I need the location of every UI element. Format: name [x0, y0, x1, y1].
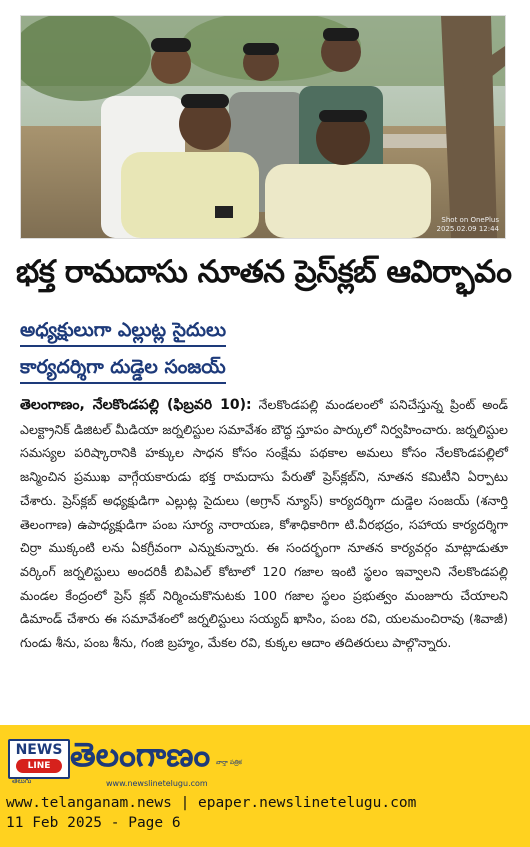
dateline: తెలంగాణం, నేలకొండపల్లి (ఫిబ్రవరి 10): — [20, 397, 252, 413]
headline: భక్త రామదాసు నూతన ప్రెస్‌క్లబ్ ఆవిర్భావం — [16, 254, 512, 290]
camera-label: Shot on OnePlus — [441, 216, 499, 224]
footer-banner — [0, 725, 530, 847]
group-photo-illustration — [21, 16, 505, 238]
logo-news-text: NEWS — [15, 742, 63, 758]
article-text: నేలకొండపల్లి మండలంలో పనిచేస్తున్న ప్రింట్ అండ్ ఎలక్ట్రానిక్ డిజిటల్ మీడియా జర్నలిస్టుల సమావేశం బౌద్ధ స్తూపం పార్కులో నిర్వహించారు. జర్నలిస్టుల సమస్యల పరిష్కారానికి హక్కుల సాధన కోసం సంక్షేమ పథకాల అమలు కోసం నేలకొండపల్లిలో జన్మించిన ప్రముఖ వాగ్గేయకారుడు భక్త రామదాసు పేరుతో ప్రెస్‌క్లబ్‌ని, నూతన కమిటీని ఏర్పాటు చేశారు. ప్రెస్‌క్లబ్ అధ్యక్షుడిగా ఎల్లుట్ల సైదులు (అగ్రాన్ న్యూస్) కార్యదర్శిగా దుడ్డెల సంజయ్ (శనార్తి తెలంగాణ) ఉపాధ్యక్షుడిగా పంబ సూర్య నారాయణ, కోశాధికారిగా టి.వీరభద్రం, సహాయ కార్యదర్శిగా చిర్రా ముక్కంటి లను ఏకగ్రీవంగా ఎన్నుకున్నారు. ఈ సందర్భంగా నూతన కార్యవర్గం మాట్లాడుతూ వర్కింగ్ జర్నలిస్టులు అందరికీ బిపిఎల్ కోటాలో 120 గజాల ఇంటి స్థలం ఇవ్వాలని నేలకొండపల్లి మండల కేంద్రంలో ప్రెస్ క్లబ్ నిర్మించుకొనుటకు 100 గజాల స్థలం ప్రభుత్వం మంజూరు చేయాలని డిమాండ్ చేశారు ఈ సమావేశంలో జర్నలిస్టులు సయ్యద్ ఖాసిం, పంబ రవి, యలమంచిరావు (శివాజీ) గుండు శీను, పంబ శీను, గంజి బ్రహ్మం, మేకల రవి, కుక్కల ఆదాం తదితరులు పాల్గొన్నారు. — [20, 397, 509, 651]
brand-url: www.newslinetelugu.com — [106, 779, 208, 788]
subheading-president: అధ్యక్షులుగా ఎల్లుట్ల సైదులు — [20, 317, 226, 347]
photo-date: 2025.02.09 12:44 — [436, 225, 499, 233]
brand-tagline: వార్తా పత్రిక — [216, 759, 242, 766]
newsline-logo — [8, 739, 70, 779]
logo-language-label: తెలుగు — [12, 777, 32, 785]
news-photo — [20, 15, 506, 239]
footer-date-page: 11 Feb 2025 - Page 6 — [6, 815, 181, 831]
subheading-secretary: కార్యదర్శిగా దుడ్డెల సంజయ్ — [20, 354, 226, 384]
logo-line-text: LINE — [16, 759, 62, 773]
article-body — [20, 393, 508, 655]
footer-urls: www.telanganam.news | epaper.newslinetelugu.com — [6, 795, 417, 811]
photo-timestamp — [437, 216, 499, 234]
brand-title: తెలంగాణం — [70, 735, 211, 774]
